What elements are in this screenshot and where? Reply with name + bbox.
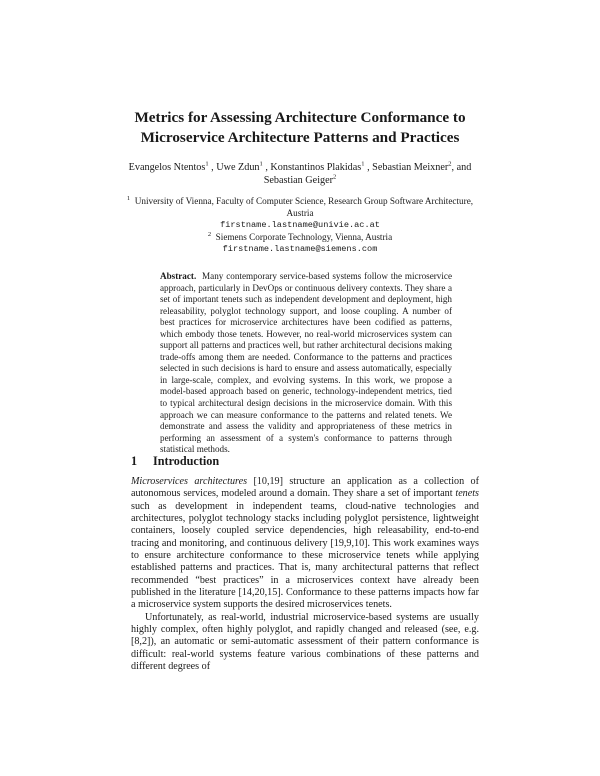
author-name: Uwe Zdun xyxy=(216,162,260,173)
author-affil-mark: 1 xyxy=(259,160,263,168)
paragraph-text: such as development in independent teams, cloud-native technologies and architectures, polyglot technology stacks including polyglot persistence, lightweight containers, loosely coupled service dependencies, high releasability, end-to-end tracing and monitoring, and continuous delivery [19,9,10]. This work examines ways to ensure architecture conformance to these microservice tenets while applying established patterns and practices. That is, many architectural patterns that reflect recommended “best practices” in a microservices context have already been published in the literature [14,20,15]. Conformance to these patterns impacts how far a microservice system supports the desired microservices tenets. xyxy=(131,500,479,611)
affil-text: Siemens Corporate Technology, Vienna, Austria xyxy=(215,231,393,242)
section-title: Introduction xyxy=(153,454,220,468)
author-name: Sebastian Geiger xyxy=(263,174,334,186)
paper-title xyxy=(100,108,500,148)
intro-paragraph-2: Unfortunately, as real-world, industrial microservice-based systems are usually highly complex, often highly polyglot, and rapidly changed and released (see, e.g. [8,2]), an automatic or semi-automatic assessment of their pattern conformance is difficult: real-world systems feature various combinations of these patterns and different degrees of xyxy=(131,611,479,673)
emph-term: Microservices architectures xyxy=(131,476,248,487)
author-affil-mark: 1 xyxy=(205,160,209,168)
emph-term: tenets xyxy=(455,488,479,500)
affiliation-1 xyxy=(110,196,490,232)
section-number: 1 xyxy=(131,454,138,468)
author-affil-mark: 1 xyxy=(361,160,365,168)
title-line-2: Microservice Architecture Patterns and Practices xyxy=(140,129,460,146)
section-heading xyxy=(131,454,219,469)
author-separator: , xyxy=(208,162,217,173)
author-name: Sebastian Meixner xyxy=(372,162,449,173)
affiliations xyxy=(110,196,490,256)
intro-body xyxy=(131,476,479,674)
abstract-label: Abstract. xyxy=(160,271,197,281)
affil-text: University of Vienna, Faculty of Computer Science, Research Group Software Architecture, xyxy=(134,196,474,206)
author-separator: , xyxy=(262,162,271,173)
author-name: Evangelos Ntentos xyxy=(128,162,206,173)
affil-email: firstname.lastname@siemens.com xyxy=(222,244,378,255)
abstract-text: Many contemporary service-based systems follow the microservice approach, particularly in DevOps or continuous delivery contexts. They share a set of important tenets such as independent development and deployment, high releasability, polyglot technology support, and loose coupling. A number of best practices for microservice architectures have been codified as patterns, which embody those tenets. However, no real-world microservices system can support all patterns and practices well, but rather architectural decisions making trade-offs among them are needed. Conformance to the patterns and practices selected in such decisions is hard to ensure and assess automatically, especially in large-scale, complex, and evolving systems. In this work, we propose a model-based approach based on generic, technology-independent metrics, tied to typical architectural design decisions in the microservice domain. With this approach we can measure conformance to the patterns and related tenets. We demonstrate and assess the validity and appropriateness of these metrics in performing an assessment of a system's conformance to patterns through statistical methods. xyxy=(160,271,453,455)
affil-country: Austria xyxy=(286,207,314,218)
author-list xyxy=(110,162,490,187)
author-affil-mark: 2 xyxy=(448,160,452,168)
author-affil-mark: 2 xyxy=(333,173,337,181)
affil-number: 1 xyxy=(126,194,131,202)
intro-paragraph-1 xyxy=(131,476,479,612)
affiliation-2 xyxy=(110,232,490,256)
affil-email: firstname.lastname@univie.ac.at xyxy=(220,220,380,231)
affil-number: 2 xyxy=(207,230,212,238)
author-and: , and xyxy=(451,162,472,173)
title-line-1: Metrics for Assessing Architecture Conformance to xyxy=(134,109,466,126)
paragraph-text: [10,19] structure an application as a collection of autonomous services, modeled around a domain. They share a set of important xyxy=(131,476,479,500)
abstract xyxy=(160,271,452,456)
author-separator: , xyxy=(364,162,373,173)
author-name: Konstantinos Plakidas xyxy=(270,162,362,173)
